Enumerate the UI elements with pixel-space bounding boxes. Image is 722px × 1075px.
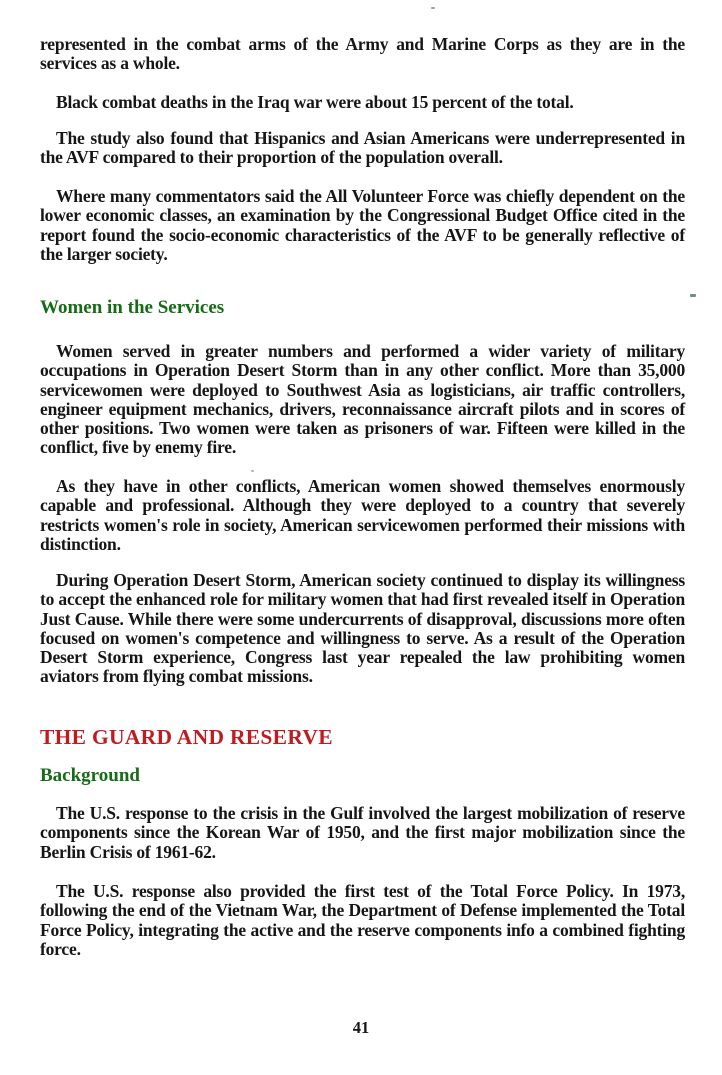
scan-artifact-speck <box>690 294 696 297</box>
paragraph-black-combat-deaths: Black combat deaths in the Iraq war were about 15 percent of the total. <box>56 92 574 112</box>
scan-artifact-speck <box>431 7 435 9</box>
paragraph-combat-arms-continuation: represented in the combat arms of the Army and Marine Corps as they are in the services as a whole. <box>40 34 685 74</box>
paragraph-study-hispanics-asians: The study also found that Hispanics and Asian Americans were underrepresented in the AVF compared to their proportion of the population overall. <box>40 128 685 168</box>
paragraph-women-capable: As they have in other conflicts, American women showed themselves enormously capable and professional. Although they were deployed to a country that severely restricts women's role in society, American servicewomen performed their missions with distinction. <box>40 476 685 554</box>
chapter-heading-guard-and-reserve: THE GUARD AND RESERVE <box>40 725 333 749</box>
paragraph-during-desert-storm: During Operation Desert Storm, American society continued to display its willingness to accept the enhanced role for military women that had first revealed itself in Operation Just Cause. While there were some undercurrents of disapproval, discussions more often focused on women's competence and willingness to serve. As a result of the Operation Desert Storm experience, Congress last year repealed the law prohibiting women aviators from flying combat missions. <box>40 570 685 687</box>
section-heading-background: Background <box>40 765 140 786</box>
paragraph-total-force-policy: The U.S. response also provided the first test of the Total Force Policy. In 1973, following the end of the Vietnam War, the Department of Defense implemented the Total Force Policy, integrating the active and the reserve components info a combined fighting force. <box>40 881 685 959</box>
paragraph-us-response-gulf: The U.S. response to the crisis in the Gulf involved the largest mobilization of reserve components since the Korean War of 1950, and the first major mobilization since the Berlin Crisis of 1961-62. <box>40 803 685 862</box>
section-heading-women-in-the-services: Women in the Services <box>40 297 225 318</box>
paragraph-commentators-avf: Where many commentators said the All Volunteer Force was chiefly dependent on the lower economic classes, an examination by the Congressional Budget Office cited in the report found the socio-economic characteristics of the AVF to be generally reflective of the larger society. <box>40 186 685 264</box>
paragraph-women-served: Women served in greater numbers and performed a wider variety of military occupations in Operation Desert Storm than in any other conflict. More than 35,000 servicewomen were deployed to Southwest Asia as logisticians, air traffic controllers, engineer equipment mechanics, drivers, reconnaissance aircraft pilots and in scores of other positions. Two women were taken as prisoners of war. Fifteen were killed in the conflict, five by enemy fire. <box>40 341 685 458</box>
page-number: 41 <box>352 1018 370 1037</box>
scan-artifact-speck <box>251 470 254 472</box>
